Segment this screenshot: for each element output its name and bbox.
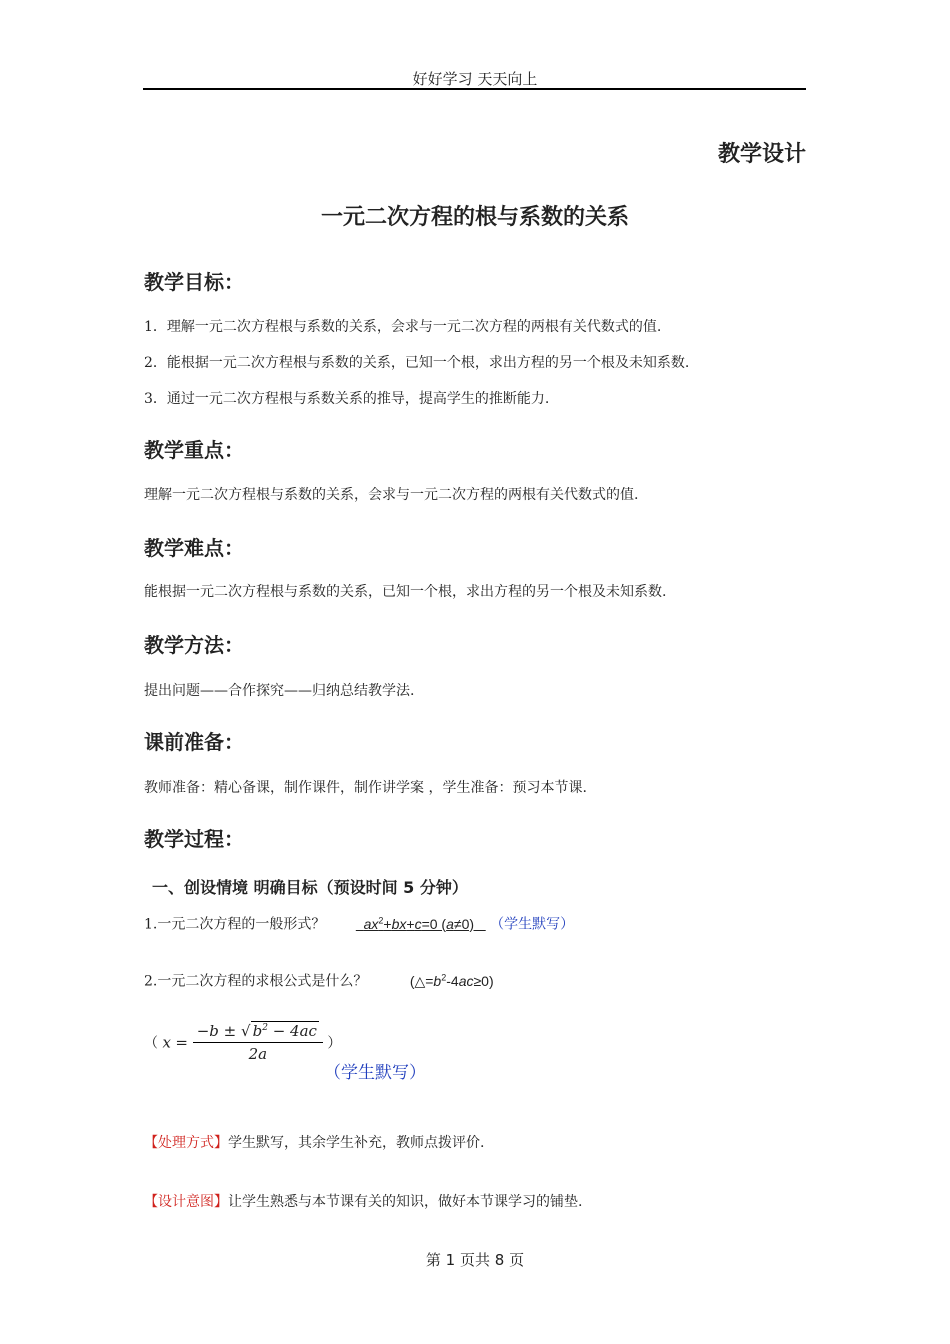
objective-item-1: 1．理解一元二次方程根与系数的关系，会求与一元二次方程的两根有关代数式的值.: [144, 319, 662, 335]
section1-title: 一、创设情境 明确目标（预设时间 5 分钟）: [152, 878, 468, 897]
handling-text: 学生默写，其余学生补充，教师点拨评价.: [228, 1135, 485, 1151]
preparation-heading: 课前准备：: [144, 730, 244, 754]
objective-item-3: 3．通过一元二次方程根与系数关系的推导，提高学生的推断能力.: [144, 391, 550, 407]
question-2-text: 2.一元二次方程的求根公式是什么？: [144, 973, 368, 990]
question-2-note: （学生默写）: [324, 1063, 426, 1083]
question-2: [144, 967, 494, 992]
quadratic-formula: （ x = $\frac{-b \pm √ b^2 - 4ac}{2a}$ ）: [144, 1022, 342, 1063]
header-divider: [143, 88, 806, 90]
discriminant-formula: $(\triangle=b^2-4ac\ge 0)$: [409, 972, 494, 989]
general-form-formula: $ax^2+bx+c=0$ (a≠0): [363, 915, 486, 932]
page-number: 第 1 页共 8 页: [425, 1251, 525, 1269]
handling-paragraph: [144, 1133, 484, 1153]
key-points-text: 理解一元二次方程根与系数的关系，会求与一元二次方程的两根有关代数式的值.: [144, 487, 639, 503]
difficulties-heading: 教学难点：: [144, 536, 244, 560]
difficulties-text: 能根据一元二次方程根与系数的关系，已知一个根，求出方程的另一个根及未知系数.: [144, 584, 667, 600]
intent-text: 让学生熟悉与本节课有关的知识，做好本节课学习的铺垫.: [228, 1194, 583, 1210]
question-1-note: （学生默写）: [490, 916, 575, 933]
method-heading: 教学方法：: [144, 633, 244, 657]
page-header: 好好学习 天天向上: [412, 70, 538, 88]
intent-paragraph: [144, 1192, 582, 1212]
question-1-text: 1.一元二次方程的一般形式？: [144, 916, 326, 933]
intent-label: 【设计意图】: [144, 1194, 228, 1210]
preparation-text: 教师准备：精心备课，制作课件，制作讲学案 ，学生准备：预习本节课.: [144, 780, 587, 796]
objectives-heading: 教学目标：: [144, 270, 244, 294]
handling-label: 【处理方式】: [144, 1135, 228, 1151]
method-text: 提出问题——合作探究——归纳总结教学法.: [144, 683, 415, 699]
question-1: [144, 910, 574, 935]
objective-item-2: 2．能根据一元二次方程根与系数的关系，已知一个根，求出方程的另一个根及未知系数.: [144, 355, 690, 371]
document-type: 教学设计: [717, 142, 806, 167]
process-heading: 教学过程：: [144, 827, 244, 851]
key-points-heading: 教学重点：: [144, 438, 244, 462]
document-title: 一元二次方程的根与系数的关系: [320, 205, 629, 230]
